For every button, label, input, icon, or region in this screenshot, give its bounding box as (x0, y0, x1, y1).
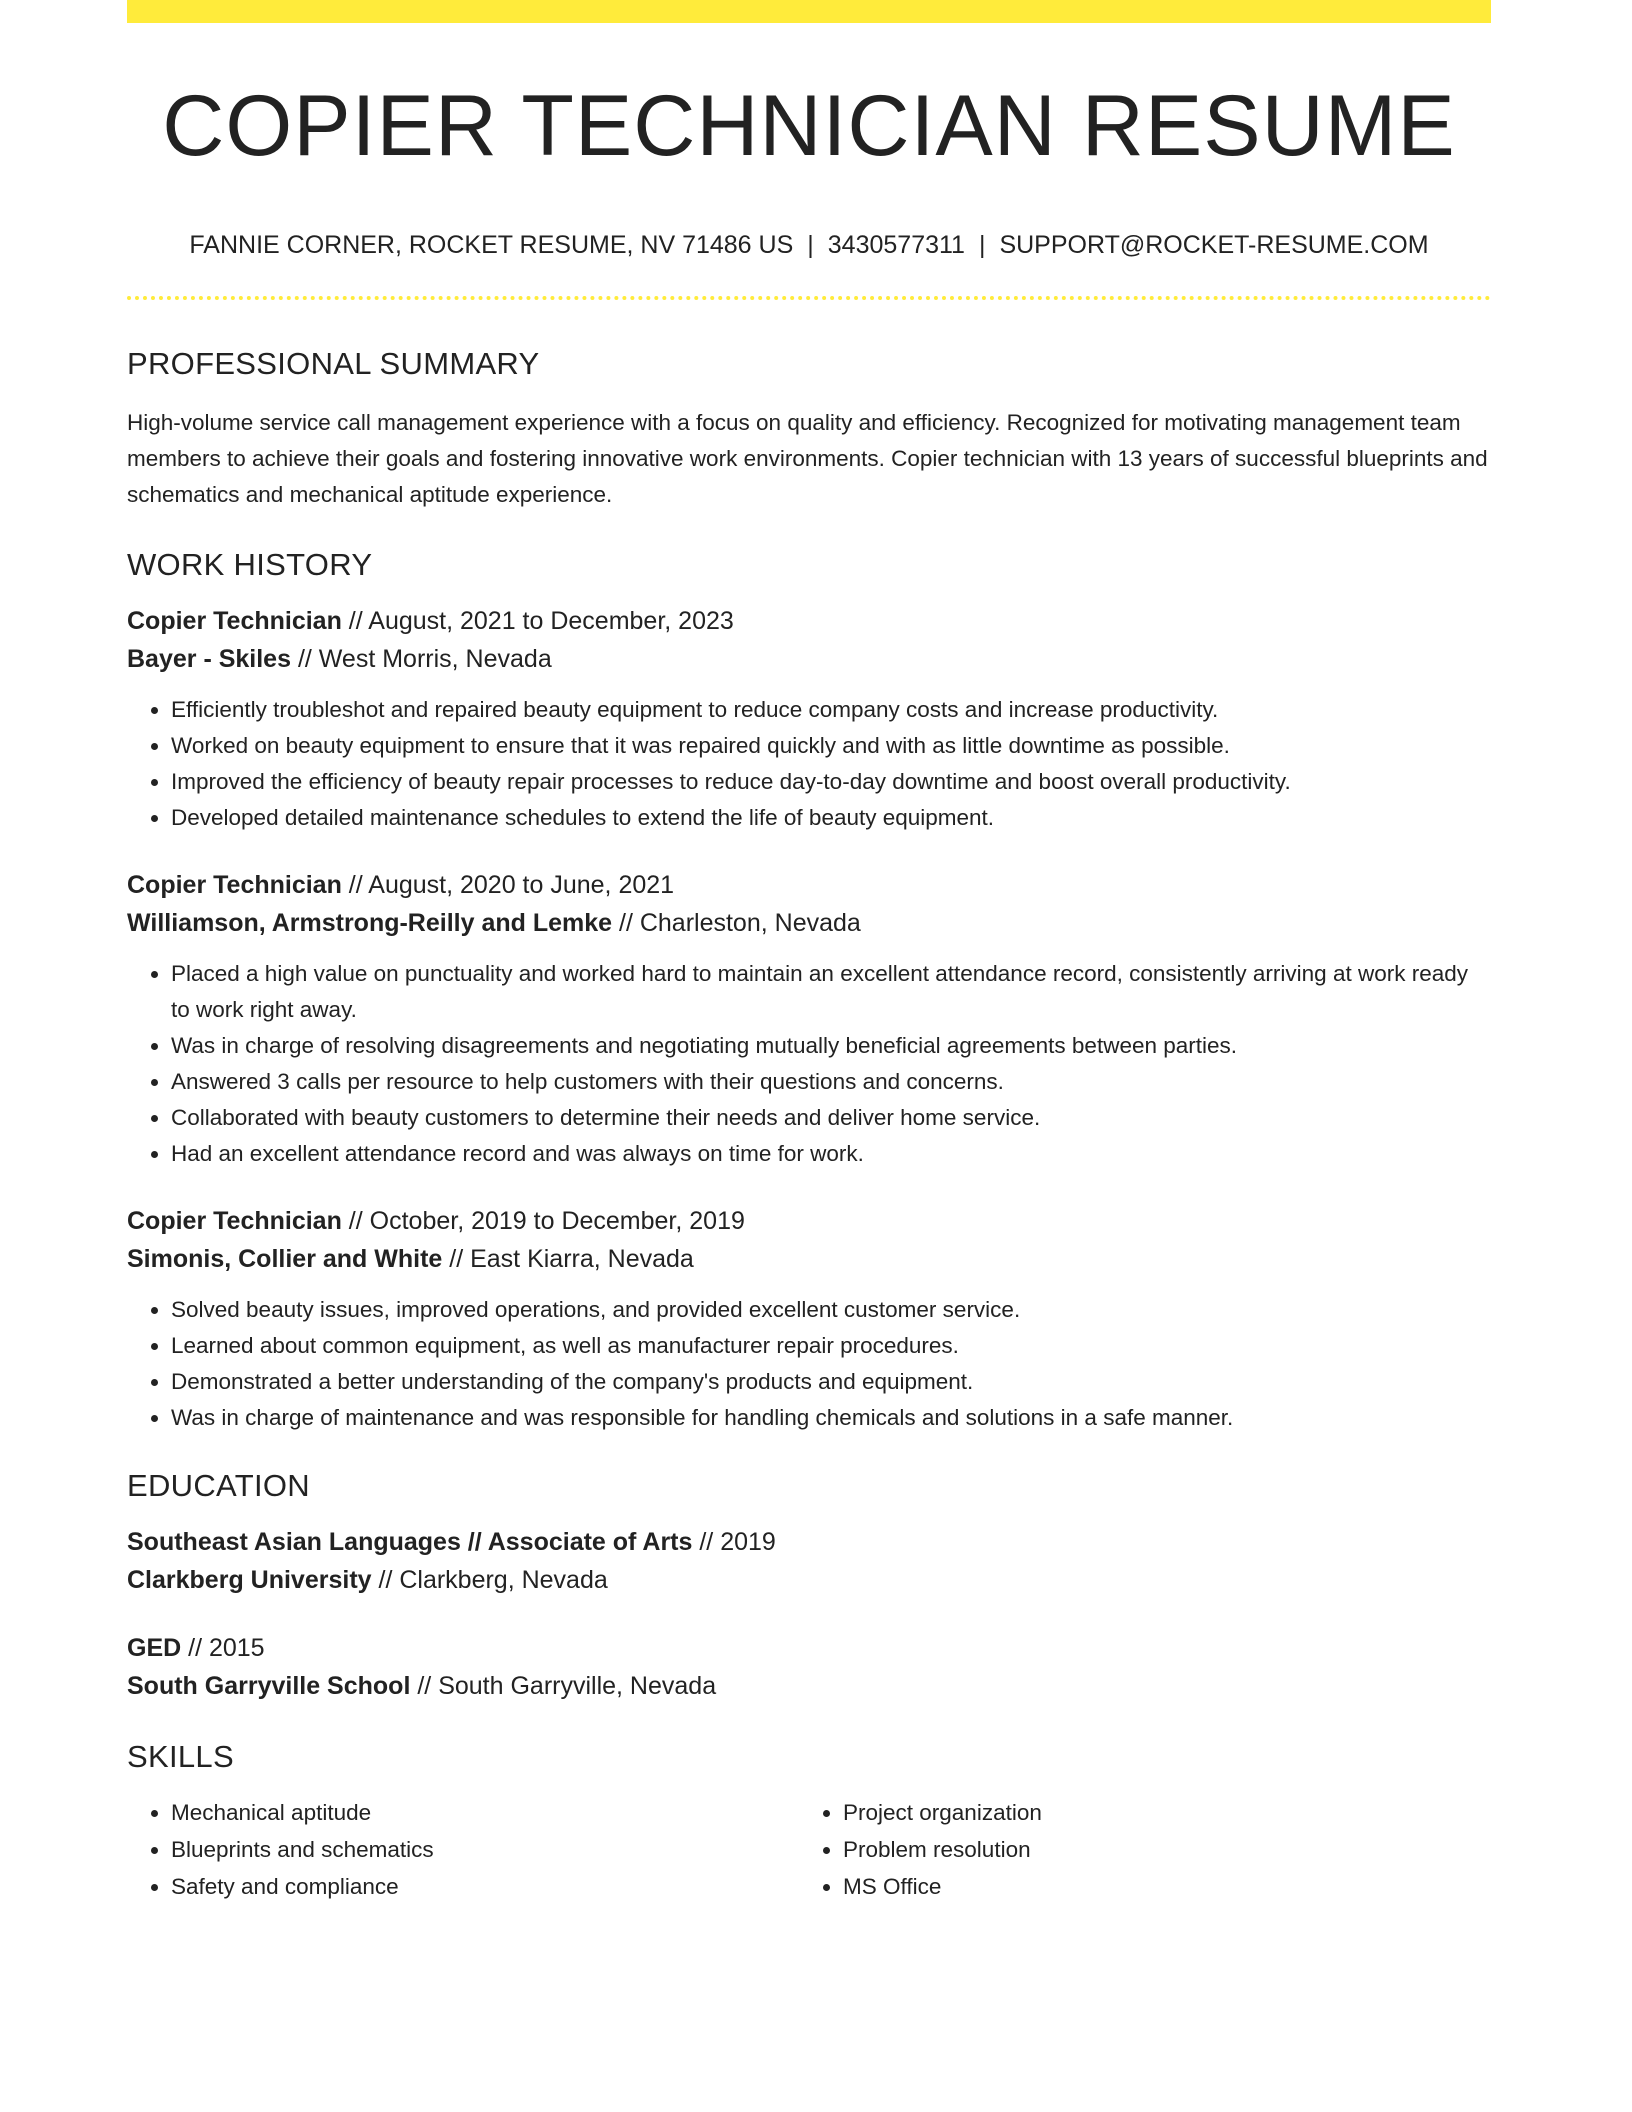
skills-grid (127, 1794, 1491, 1905)
list-item: • Was in charge of resolving disagreements and negotiating mutually beneficial agreements between parties. (171, 1028, 1491, 1064)
degree-year: // 2019 (692, 1528, 776, 1556)
list-item: • Was in charge of maintenance and was responsible for handling chemicals and solutions in a safe manner. (171, 1400, 1491, 1436)
list-item: • Improved the efficiency of beauty repair processes to reduce day-to-day downtime and boost overall productivity. (171, 764, 1491, 800)
list-item: • Had an excellent attendance record and was always on time for work. (171, 1136, 1491, 1172)
list-item: • Answered 3 calls per resource to help customers with their questions and concerns. (171, 1064, 1491, 1100)
degree-year: // 2015 (181, 1634, 265, 1662)
degree: Southeast Asian Languages // Associate of Arts (127, 1528, 693, 1556)
summary-heading: PROFESSIONAL SUMMARY (127, 346, 540, 381)
list-item: • Developed detailed maintenance schedules to extend the life of beauty equipment. (171, 800, 1491, 836)
job-title-line (127, 1202, 1491, 1240)
skills-column-left (127, 1794, 799, 1905)
job-company-line (127, 640, 1491, 678)
job-title: Copier Technician (127, 607, 342, 635)
degree-line (127, 1523, 1491, 1561)
skill-item: • MS Office (843, 1868, 1471, 1905)
list-item: • Worked on beauty equipment to ensure that it was repaired quickly and with as little downtime as possible. (171, 728, 1491, 764)
degree-line (127, 1629, 1491, 1667)
job-bullets (127, 692, 1491, 836)
job-location: // West Morris, Nevada (291, 645, 552, 673)
contact-phone: 3430577311 (827, 231, 965, 259)
skills-heading: SKILLS (127, 1739, 234, 1774)
school: South Garryville School (127, 1672, 411, 1700)
list-item: • Efficiently troubleshot and repaired beauty equipment to reduce company costs and increase productivity. (171, 692, 1491, 728)
skill-item: • Mechanical aptitude (171, 1794, 799, 1831)
work-history-heading: WORK HISTORY (127, 547, 373, 582)
job-bullets (127, 956, 1491, 1172)
list-item: • Placed a high value on punctuality and worked hard to maintain an excellent attendance record, consistently arriving at work ready to work right away. (171, 956, 1491, 1028)
list-item: • Collaborated with beauty customers to determine their needs and deliver home service. (171, 1100, 1491, 1136)
education-heading: EDUCATION (127, 1468, 310, 1503)
job-entry (127, 602, 1491, 836)
school-line (127, 1561, 1491, 1599)
job-title: Copier Technician (127, 1207, 342, 1235)
accent-top-bar (127, 0, 1491, 23)
skill-item: • Project organization (843, 1794, 1471, 1831)
job-entry (127, 866, 1491, 1172)
resume-page (127, 0, 1491, 1905)
job-company: Bayer - Skiles (127, 645, 291, 673)
school-location: // Clarkberg, Nevada (371, 1566, 608, 1594)
degree: GED (127, 1634, 182, 1662)
contact-email: SUPPORT@ROCKET-RESUME.COM (999, 231, 1429, 259)
dotted-divider (127, 296, 1491, 300)
contact-separator: | (978, 231, 986, 259)
job-title-line (127, 866, 1491, 904)
job-company-line (127, 1240, 1491, 1278)
job-location: // Charleston, Nevada (612, 909, 861, 937)
education-entry (127, 1523, 1491, 1599)
school-line (127, 1667, 1491, 1705)
job-title: Copier Technician (127, 871, 342, 899)
summary-text: High-volume service call management experience with a focus on quality and efficiency. Recognized for motivating management team members to achieve their goals and fostering innovative work environments. Copier technician with 13 years of successful blueprints and schematics and mechanical aptitude experience. (127, 410, 1488, 507)
list-item: • Demonstrated a better understanding of the company's products and equipment. (171, 1364, 1491, 1400)
list-item: • Solved beauty issues, improved operations, and provided excellent customer service. (171, 1292, 1491, 1328)
education-entry (127, 1629, 1491, 1705)
job-location: // East Kiarra, Nevada (442, 1245, 694, 1273)
skill-item: • Blueprints and schematics (171, 1831, 799, 1868)
job-company: Williamson, Armstrong-Reilly and Lemke (127, 909, 613, 937)
job-company-line (127, 904, 1491, 942)
school-location: // South Garryville, Nevada (410, 1672, 717, 1700)
job-dates: // August, 2021 to December, 2023 (341, 607, 734, 635)
resume-title: COPIER TECHNICIAN RESUME (162, 78, 1456, 174)
job-title-line (127, 602, 1491, 640)
job-entry (127, 1202, 1491, 1436)
contact-line (127, 233, 1491, 258)
job-bullets (127, 1292, 1491, 1436)
contact-address: FANNIE CORNER, ROCKET RESUME, NV 71486 US (189, 231, 794, 259)
job-dates: // October, 2019 to December, 2019 (341, 1207, 745, 1235)
job-company: Simonis, Collier and White (127, 1245, 443, 1273)
school: Clarkberg University (127, 1566, 372, 1594)
skill-item: • Problem resolution (843, 1831, 1471, 1868)
job-dates: // August, 2020 to June, 2021 (341, 871, 675, 899)
list-item: • Learned about common equipment, as well as manufacturer repair procedures. (171, 1328, 1491, 1364)
skill-item: • Safety and compliance (171, 1868, 799, 1905)
contact-separator: | (807, 231, 814, 259)
skills-column-right (799, 1794, 1471, 1905)
